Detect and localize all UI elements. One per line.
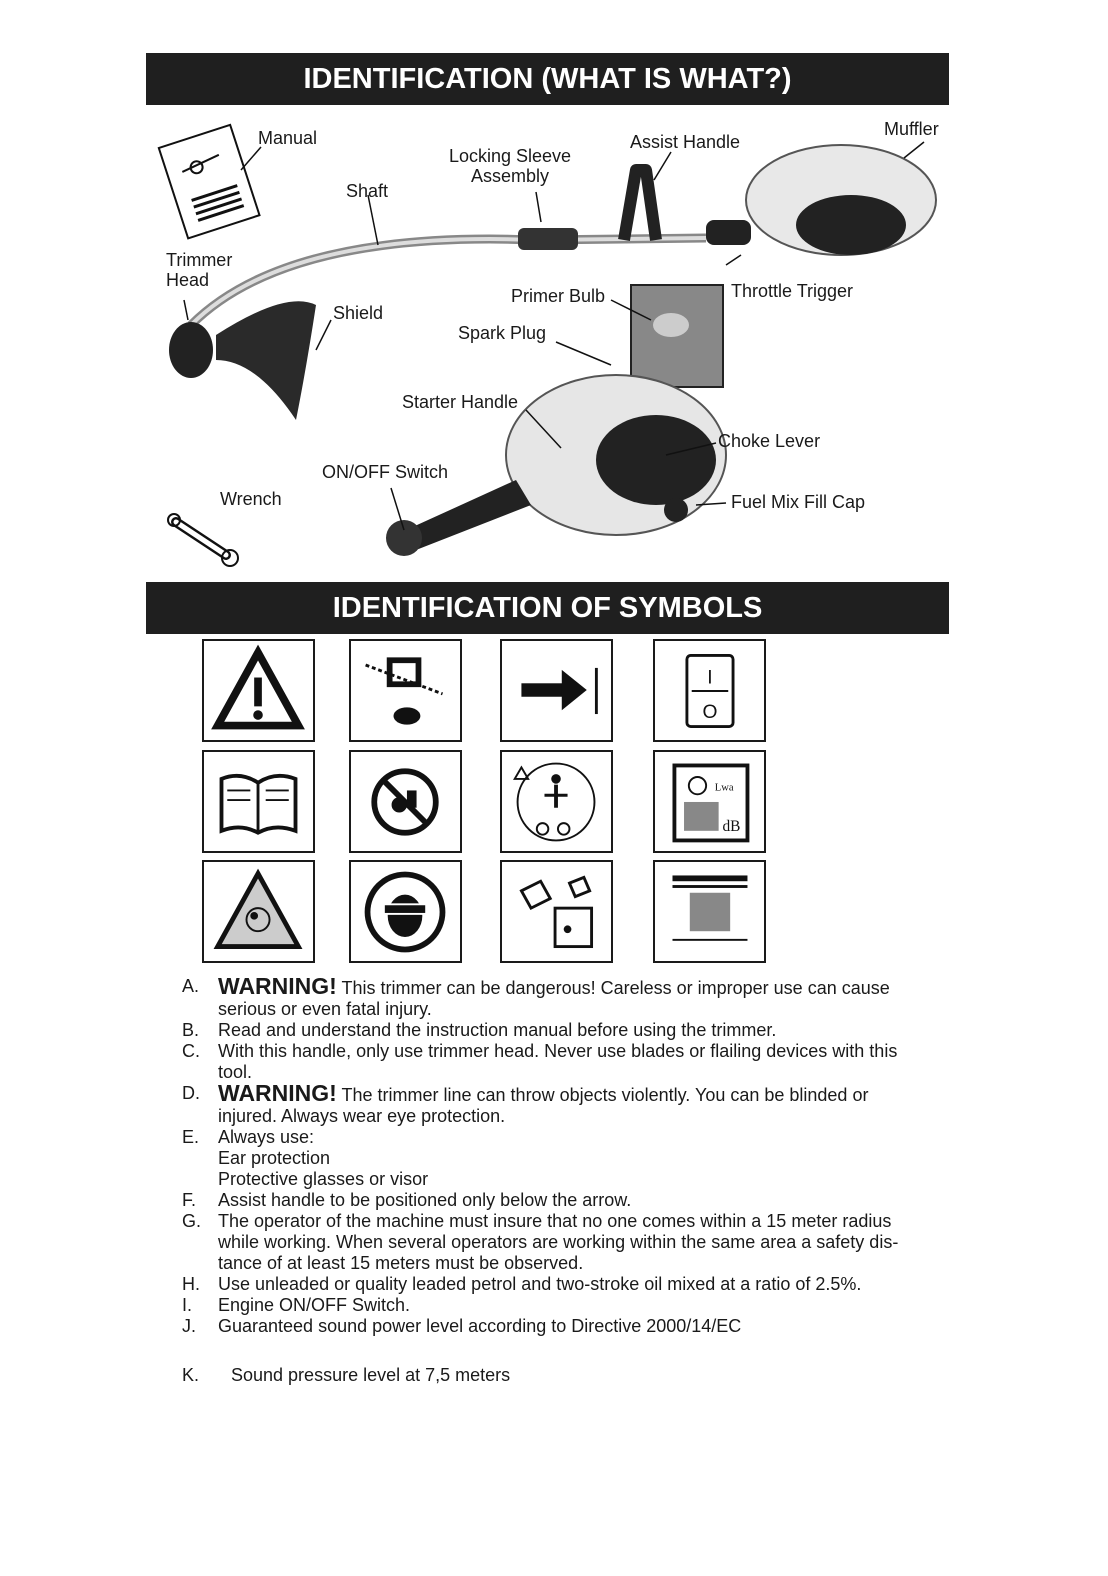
no-flail-icon [349, 750, 462, 853]
lwa-label: Lwa [714, 782, 734, 794]
on-off-switch-icon [653, 639, 766, 742]
fuel-mix-icon [500, 860, 613, 963]
sound-power-icon [653, 750, 766, 853]
warning-triangle-icon [202, 639, 315, 742]
legend-item-g: G. The operator of the machine must insure that no one comes within a 15 meter radius while working. When several operators are working within the same area a safety dis-tance of at least 15 meters must be observed. [182, 1211, 899, 1273]
ear-eye-protection-icon [349, 860, 462, 963]
safety-distance-icon [500, 750, 613, 853]
label-fuel-mix-fill-cap: Fuel Mix Fill Cap [731, 492, 866, 512]
label-locking-sleeve: Locking Sleeve Assembly [448, 146, 572, 186]
legend-item-h: H. Use unleaded or quality leaded petrol and two-stroke oil mixed at a ratio of 2.5%. [182, 1274, 862, 1294]
legend-item-c: C. With this handle, only use trimmer head. Never use blades or flailing devices with this tool. [182, 1041, 898, 1082]
switch-off-symbol: O [702, 701, 718, 723]
label-wrench: Wrench [220, 489, 282, 509]
legend-item-i: I. Engine ON/OFF Switch. [182, 1295, 411, 1315]
section-heading-identification: IDENTIFICATION (WHAT IS WHAT?) [146, 53, 949, 105]
legend-item-a: A. WARNING! This trimmer can be dangerous! Careless or improper use can cause serious or even fatal injury. [182, 973, 890, 1019]
arrow-position-icon [500, 639, 613, 742]
label-starter-handle: Starter Handle [402, 392, 519, 412]
label-spark-plug: Spark Plug [458, 323, 547, 343]
db-label: dB [722, 817, 741, 835]
label-primer-bulb: Primer Bulb [511, 286, 606, 306]
manual-illustration [159, 125, 260, 239]
legend-item-b: B. Read and understand the instruction manual before using the trimmer. [182, 1020, 777, 1040]
legend-item-j: J. Guaranteed sound power level according to Directive 2000/14/EC [182, 1316, 742, 1336]
label-throttle-trigger: Throttle Trigger [731, 281, 854, 301]
label-assist-handle: Assist Handle [630, 132, 741, 152]
thrown-objects-icon [202, 860, 315, 963]
switch-on-symbol: I [707, 667, 713, 689]
label-muffler: Muffler [884, 119, 939, 139]
label-on-off-switch: ON/OFF Switch [322, 462, 449, 482]
wrench-illustration [168, 514, 238, 566]
label-shaft: Shaft [346, 181, 389, 201]
legend-item-k: K. Sound pressure level at 7,5 meters [182, 1365, 511, 1385]
no-blades-icon [349, 639, 462, 742]
label-choke-lever: Choke Lever [718, 431, 821, 451]
legend-item-f: F. Assist handle to be positioned only below the arrow. [182, 1190, 632, 1210]
section-heading-symbols: IDENTIFICATION OF SYMBOLS [146, 582, 949, 634]
symbols-legend [182, 973, 932, 1386]
legend-item-d: D. WARNING! The trimmer line can throw objects violently. You can be blinded or injured. Always wear eye protection. [182, 1080, 869, 1126]
label-shield: Shield [333, 303, 384, 323]
label-manual: Manual [258, 128, 318, 148]
read-manual-icon [202, 750, 315, 853]
label-trimmer-head: Trimmer Head [166, 250, 233, 290]
sound-pressure-icon [653, 860, 766, 963]
legend-item-e: E. Always use: Ear protection Protective glasses or visor [182, 1127, 429, 1189]
